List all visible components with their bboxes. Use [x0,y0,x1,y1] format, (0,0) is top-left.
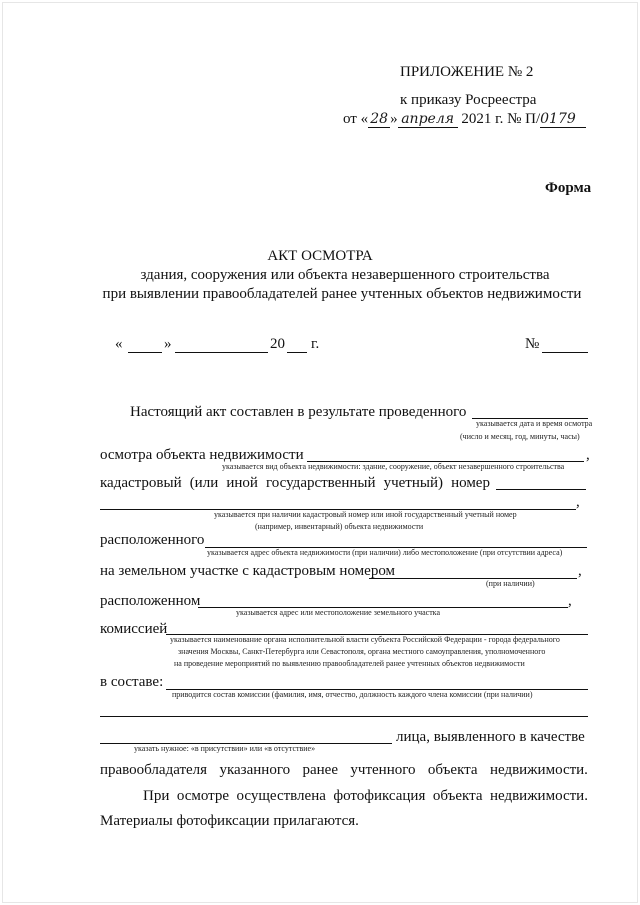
form-label: Форма [545,180,592,196]
open-quote: « [115,336,123,352]
located-label: расположенного [100,532,205,548]
word: ранее [302,762,339,778]
hint-number-example: (например, инвентарный) объекта недвижимости [255,522,424,531]
day-blank[interactable] [128,352,162,353]
month-blank[interactable] [175,352,268,353]
hint-if-any: (при наличии) [486,579,535,588]
comma: , [576,494,580,510]
hint-land-address: указывается адрес или местоположение земельного участка [236,608,440,617]
composition-blank-2[interactable] [100,716,588,717]
word: осуществлена [236,788,326,804]
word: учетный) [383,475,443,491]
word: указанного [219,762,291,778]
located2-label: расположенном [100,593,201,609]
number-blank[interactable] [542,352,588,353]
hint-presence: указать нужное: «в присутствии» или «в отсутствие» [134,744,316,753]
word: При [143,788,170,804]
comma: , [568,593,572,609]
photo-attached: Материалы фотофиксации прилагаются. [100,813,359,829]
hint-object-type: указывается вид объекта недвижимости: здание, сооружение, объект незавершенного строительства [222,462,565,471]
year-suffix: г. [311,336,320,352]
word: недвижимости. [489,762,588,778]
date-year: 2021 г. № П/ [461,111,541,127]
comma: , [578,563,582,579]
cadastral-blank-1[interactable] [496,489,586,490]
hint-commission-3: на проведение мероприятий по выявлению правообладателей ранее учтенных объектов недвижимости [174,659,525,668]
cadastral-line [100,475,490,492]
hint-composition: приводится состав комиссии (фамилия, имя, отчество, должность каждого члена комиссии (при наличии) [172,690,533,699]
act-subtitle-2: при выявлении правообладателей ранее учтенных объектов недвижимости [102,286,582,302]
word: учтенного [350,762,416,778]
word: кадастровый [100,475,182,491]
act-title: АКТ ОСМОТРА [267,248,373,264]
intro-text: Настоящий акт составлен в результате проведенного [130,404,467,420]
photo-line [143,788,588,805]
inspection-label: осмотра объекта недвижимости [100,447,304,463]
word: недвижимости. [489,788,588,804]
owner-line [100,762,588,779]
act-subtitle-1: здания, сооружения или объекта незавершенного строительства [140,267,550,283]
word: иной [226,475,258,491]
order-reference: к приказу Росреестра [400,92,537,108]
order-date-line [343,111,586,128]
word: номер [451,475,490,491]
date-mid: » [390,111,398,127]
handwritten-order-number: 0179 [540,111,586,128]
hint-address: указывается адрес объекта недвижимости (при наличии) либо местоположение (при отсутствии адреса) [207,548,563,557]
number-sign: № [525,336,540,352]
word: фотофиксация [333,788,426,804]
word: правообладателя [100,762,208,778]
composition-label: в составе: [100,674,164,690]
year-prefix: 20 [270,336,285,352]
person-label: лица, выявленного в качестве [396,729,585,745]
hint-datetime: указывается дата и время осмотра [476,419,593,428]
land-number-blank[interactable] [369,578,577,579]
word: объекта [427,762,478,778]
handwritten-month: апреля [398,111,458,128]
hint-number: указывается при наличии кадастровый номер или иной государственный учетный номер [214,510,517,519]
word: осмотре [176,788,230,804]
hint-commission-1: указывается наименование органа исполнительной власти субъекта Российской Федерации - города федерального [170,635,560,644]
handwritten-day: 28 [368,111,390,128]
word: государственный [266,475,376,491]
comma: , [586,447,590,463]
hint-commission-2: значения Москвы, Санкт-Петербурга или Севастополя, органа местного самоуправления, уполномоченного [178,647,546,656]
word: (или [189,475,219,491]
close-quote: » [164,336,172,352]
hint-datetime-format: (число и месяц, год, минуты, часы) [460,432,580,441]
commission-label: комиссией [100,621,168,637]
word: объекта [432,788,483,804]
date-prefix: от « [343,111,369,127]
land-label: на земельном участке с кадастровым номером [100,563,396,579]
year-blank[interactable] [287,352,307,353]
appendix-title: ПРИЛОЖЕНИЕ № 2 [400,64,534,80]
